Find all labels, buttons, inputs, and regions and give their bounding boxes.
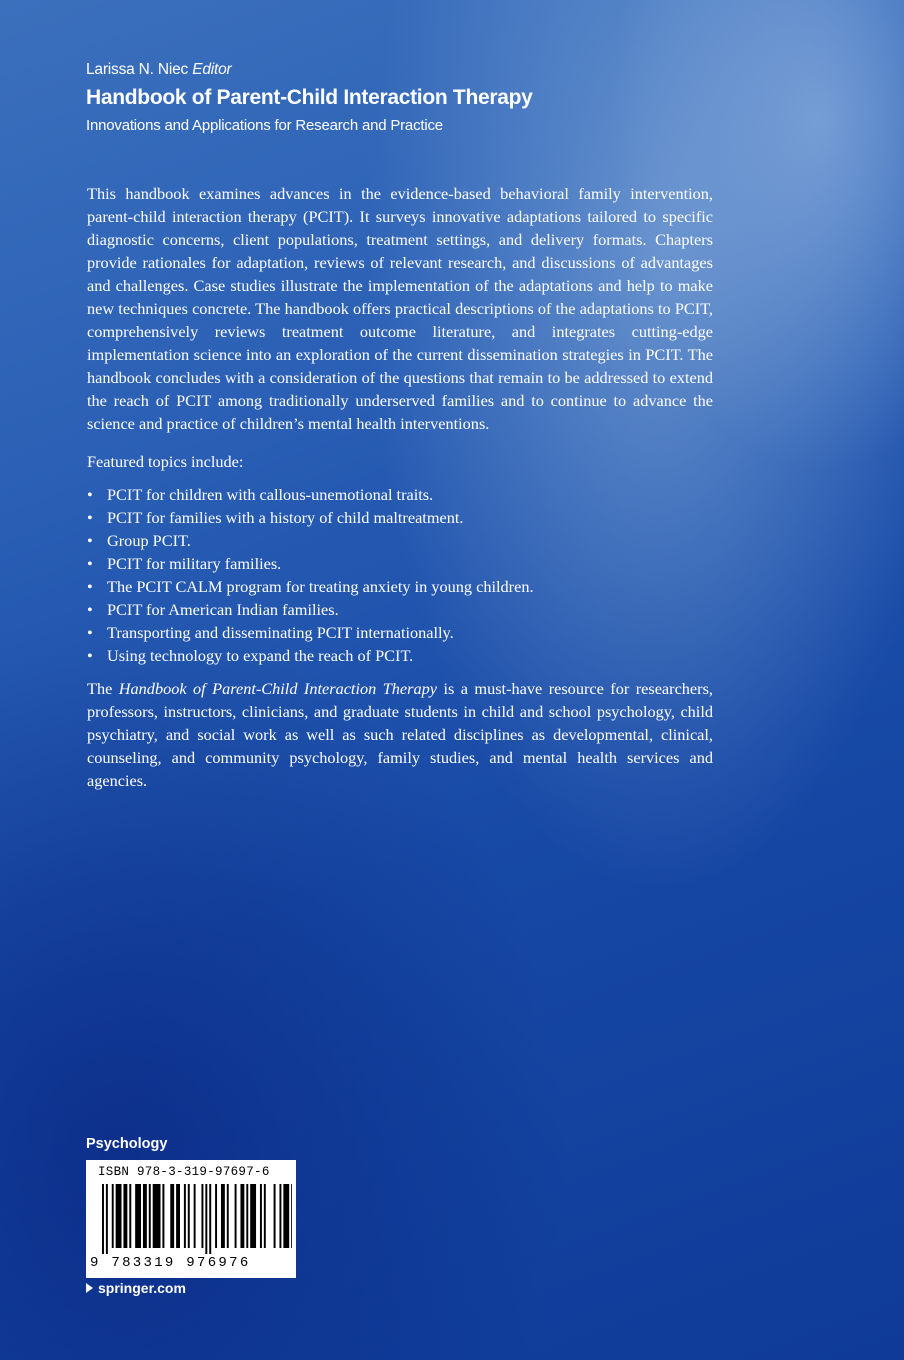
- blurb: [87, 182, 713, 792]
- barcode-bar: [112, 1184, 114, 1248]
- website-text: springer.com: [98, 1280, 186, 1296]
- barcode-bar: [209, 1184, 211, 1254]
- barcode-bar: [176, 1184, 180, 1248]
- cover-footer: [86, 1134, 270, 1296]
- book-title-italic: Handbook of Parent-Child Interaction Therapy: [118, 678, 437, 698]
- barcode-bar: [205, 1184, 207, 1254]
- barcode-bar: [123, 1184, 127, 1248]
- barcode-bar: [170, 1184, 174, 1248]
- barcode-bar: [116, 1184, 122, 1248]
- barcode-bar: [135, 1184, 141, 1248]
- barcode-bar: [201, 1184, 203, 1248]
- barcode-bar: [221, 1184, 225, 1248]
- barcode-bar: [291, 1184, 292, 1248]
- topic-item: • PCIT for children with callous-unemotional traits.: [87, 483, 713, 506]
- bullet-icon: •: [87, 576, 93, 596]
- barcode-bar: [246, 1184, 248, 1248]
- editor-line: [86, 58, 846, 82]
- topic-item: • PCIT for military families.: [87, 552, 713, 575]
- barcode-bar: [129, 1184, 131, 1248]
- barcode-bar: [274, 1184, 276, 1248]
- subject-category: Psychology: [86, 1136, 168, 1152]
- barcode-bar: [250, 1184, 256, 1248]
- barcode-bar: [162, 1184, 164, 1248]
- website-link[interactable]: [86, 1280, 186, 1296]
- book-subtitle: Innovations and Applications for Research and Practice: [86, 117, 443, 134]
- barcode-bar: [184, 1184, 186, 1248]
- barcode-bar: [215, 1184, 217, 1248]
- barcode-bars: [90, 1184, 292, 1254]
- topic-item: • PCIT for American Indian families.: [87, 598, 713, 621]
- barcode-bar: [143, 1184, 147, 1248]
- barcode-bar: [102, 1184, 104, 1254]
- topic-item: • Transporting and disseminating PCIT internationally.: [87, 621, 713, 644]
- bullet-icon: •: [87, 645, 93, 665]
- barcode-bar: [153, 1184, 161, 1248]
- editor-name: Larissa N. Niec: [86, 61, 189, 78]
- barcode-bar: [194, 1184, 196, 1248]
- topic-item: • The PCIT CALM program for treating anxiety in young children.: [87, 575, 713, 598]
- barcode-bar: [283, 1184, 289, 1248]
- barcode-bar: [188, 1184, 190, 1248]
- barcode-bar: [240, 1184, 244, 1248]
- topic-item: • Using technology to expand the reach of PCIT.: [87, 644, 713, 667]
- barcode-bar: [227, 1184, 229, 1248]
- triangle-right-icon: [86, 1283, 93, 1293]
- description-paragraph: This handbook examines advances in the evidence-based behavioral family intervention, parent-child interaction therapy (PCIT). It surveys innovative adaptations tailored to specific diagnostic concerns, client populations, treatment settings, and delivery formats. Chapters provide rationales for adaptation, reviews of relevant research, and discussions of advantages and challenges. Case studies illustrate the implementation of the adaptations and help to make new techniques concrete. The handbook offers practical descriptions of the adaptations to PCIT, comprehensively reviews treatment outcome literature, and integrates cutting-edge implementation science into an exploration of the current dissemination strategies in PCIT. The handbook concludes with a consideration of the questions that remain to be addressed to extend the reach of PCIT among traditionally underserved families and to continue to advance the science and practice of children’s mental health interventions.: [87, 184, 713, 434]
- barcode-digits: 9 783319 976976: [90, 1255, 251, 1271]
- closing-paragraph: The Handbook of Parent-Child Interaction Therapy is a must-have resource for researchers, professors, instructors, clinicians, and graduate students in child and school psychology, child psychiatry, and social work as well as such related disciplines as developmental, clinical, counseling, and community psychology, family studies, and mental health services and agencies.: [87, 678, 713, 791]
- barcode-bar: [235, 1184, 237, 1248]
- bullet-icon: •: [87, 484, 93, 504]
- isbn-barcode: [86, 1160, 296, 1278]
- topics-intro: Featured topics include:: [87, 451, 244, 471]
- bullet-icon: •: [87, 530, 93, 550]
- topic-item: • PCIT for families with a history of child maltreatment.: [87, 506, 713, 529]
- editor-role: Editor: [192, 61, 232, 78]
- bullet-icon: •: [87, 553, 93, 573]
- barcode-bar: [260, 1184, 262, 1248]
- bullet-icon: •: [87, 599, 93, 619]
- topics-list: [87, 483, 713, 667]
- barcode-bar: [264, 1184, 266, 1248]
- topic-item: • Group PCIT.: [87, 529, 713, 552]
- cover-header: [86, 58, 846, 137]
- barcode-bar: [106, 1184, 108, 1254]
- isbn-label: ISBN 978-3-319-97697-6: [98, 1165, 270, 1179]
- barcode-bar: [279, 1184, 281, 1248]
- barcode-bar: [149, 1184, 151, 1248]
- bullet-icon: •: [87, 622, 93, 642]
- book-title: Handbook of Parent-Child Interaction Therapy: [86, 86, 533, 109]
- bullet-icon: •: [87, 507, 93, 527]
